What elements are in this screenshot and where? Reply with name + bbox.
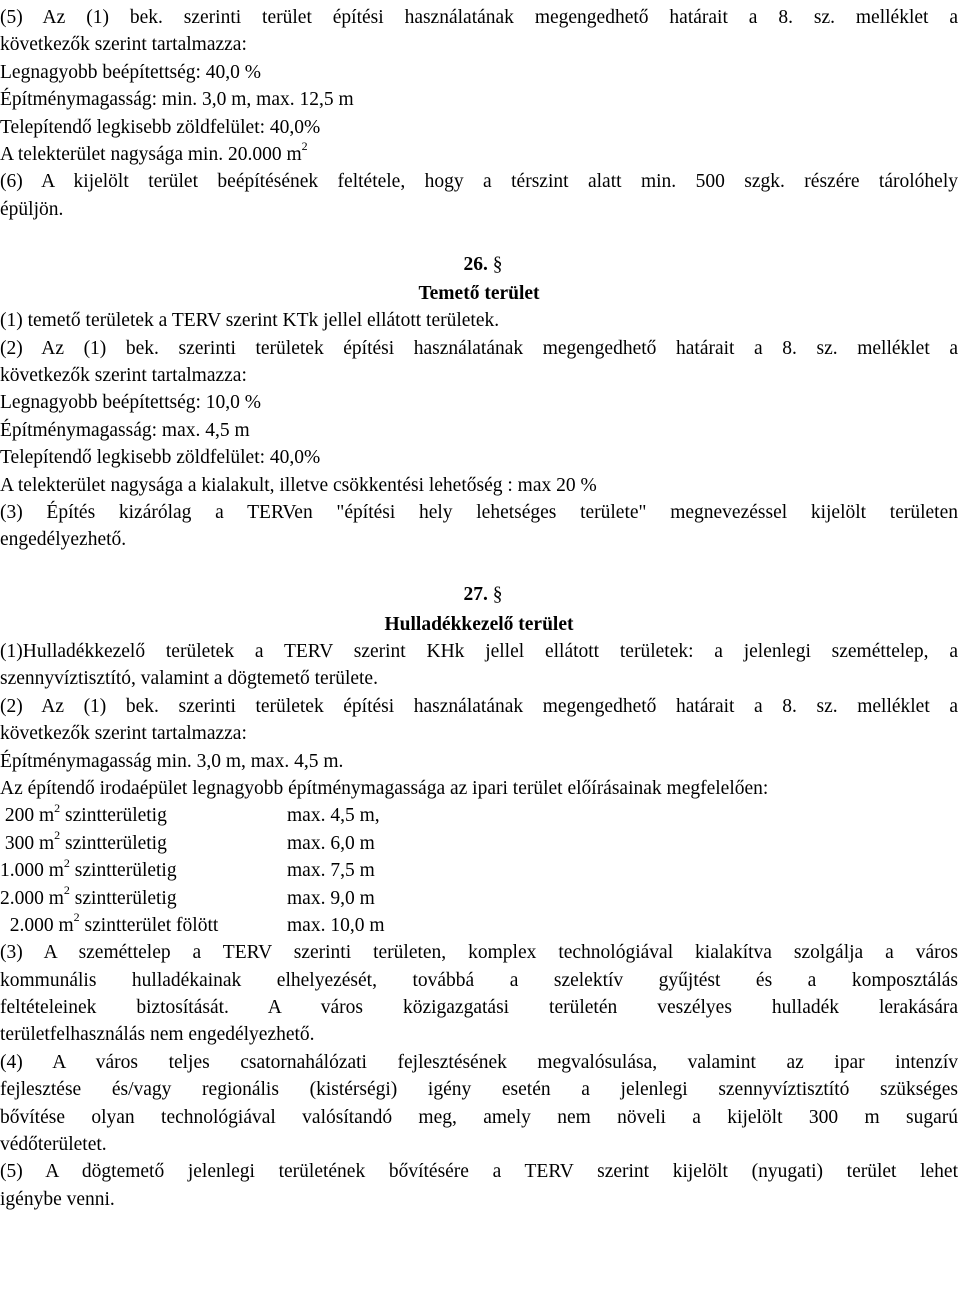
spacer: [0, 554, 958, 581]
max-coverage-line: Legnagyobb beépítettség: 40,0 %: [0, 61, 262, 83]
section-26-title: Temető terület: [418, 282, 540, 304]
plot-size-superscript: 2: [301, 139, 308, 154]
height-table-row: [0, 830, 958, 857]
green-area-line: Telepítendő legkisebb zöldfelület: 40,0%: [0, 116, 321, 138]
section-27-paragraph-5-line-1: (5) A dögtemető jelenlegi területének bővítésére a TERV szerint kijelölt (nyugati) terület lehet: [0, 1161, 958, 1183]
height-limit-cell: max. 4,5 m,: [287, 805, 380, 827]
section-27-title: Hulladékkezelő terület: [384, 613, 574, 635]
height-table-row: [0, 802, 958, 829]
floor-area-value: 1.000 m: [0, 860, 64, 882]
height-table-row: [0, 912, 958, 939]
floor-area-suffix: szintterületig: [60, 805, 167, 827]
floor-area-superscript: 2: [63, 855, 70, 870]
floor-area-cell: [0, 830, 167, 857]
paragraph-5-line-2: következők szerint tartalmazza:: [0, 34, 247, 56]
section-27: [0, 581, 958, 1213]
floor-area-superscript: 2: [54, 800, 61, 815]
section-27-paragraph-5-line-2: igénybe venni.: [0, 1188, 115, 1210]
plot-size-line: [0, 141, 958, 168]
floor-area-suffix: szintterületig: [69, 887, 177, 909]
floor-area-value: 2.000 m: [0, 887, 64, 909]
floor-area-cell: [0, 802, 167, 829]
paragraph-5-line-1: (5) Az (1) bek. szerinti terület építési használatának megengedhető határait a 8. sz. melléklet a: [0, 7, 958, 28]
floor-area-suffix: szintterületig: [69, 860, 177, 882]
section-27-office-height: Az építendő irodaépület legnagyobb építménymagassága az ipari terület előírásainak megfelelően:: [0, 777, 769, 799]
section-26-green-area: Telepítendő legkisebb zöldfelület: 40,0%: [0, 447, 321, 469]
section-26-paragraph-2-line-1: (2) Az (1) bek. szerinti területek építési használatának megengedhető határait a 8. sz. melléklet a: [0, 337, 958, 359]
floor-area-suffix: szintterület fölött: [79, 914, 219, 936]
floor-area-value: 300 m: [0, 832, 55, 854]
section-26-heading: [0, 251, 958, 278]
section-26-paragraph-3-line-1: (3) Építés kizárólag a TERVen "építési hely lehetséges területe" megnevezéssel kijelölt területen: [0, 502, 958, 524]
section-27-paragraph-4-line-1: (4) A város teljes csatornahálózati fejlesztésének megvalósulása, valamint az ipar intenzív: [0, 1051, 958, 1073]
paragraph-6-line-2: épüljön.: [0, 198, 64, 220]
plot-size-text: A telekterület nagysága min. 20.000 m: [0, 143, 302, 165]
section-26-plot-size: A telekterület nagysága a kialakult, illetve csökkentési lehetőség : max 20 %: [0, 474, 597, 496]
building-height-line: Építménymagasság: min. 3,0 m, max. 12,5 m: [0, 89, 354, 111]
floor-area-superscript: 2: [63, 883, 70, 897]
height-limit-cell: max. 10,0 m: [287, 914, 385, 936]
floor-area-superscript: 2: [54, 828, 61, 843]
section-27-number: 27.: [463, 584, 488, 606]
height-limit-cell: max. 7,5 m: [287, 860, 375, 882]
section-27-paragraph-4-line-4: védőterületet.: [0, 1134, 107, 1156]
floor-area-cell: [0, 912, 218, 939]
document-page: [0, 4, 958, 1213]
section-27-paragraph-3-line-3: feltételeinek biztosítását. A város közigazgatási területén veszélyes hulladék lerakására: [0, 997, 958, 1019]
section-27-heading: [0, 581, 958, 608]
paragraph-6-line-1: (6) A kijelölt terület beépítésének feltétele, hogy a térszint alatt min. 500 szgk. részére tárolóhely: [0, 171, 958, 193]
section-27-paragraph-2-line-2: következők szerint tartalmazza:: [0, 723, 247, 745]
section-27-paragraph-2-line-1: (2) Az (1) bek. szerinti területek építési használatának megengedhető határait a 8. sz. melléklet a: [0, 695, 958, 717]
section-26-paragraph-3-line-2: engedélyezhető.: [0, 529, 127, 551]
section-27-paragraph-3-line-4: területfelhasználás nem engedélyezhető.: [0, 1024, 315, 1046]
section-27-paragraph-1-line-2: szennyvíztisztító, valamint a dögtemető területe.: [0, 668, 378, 690]
section-26-paragraph-2-line-2: következők szerint tartalmazza:: [0, 365, 247, 387]
floor-area-value: 2.000 m: [0, 914, 74, 936]
height-table-row: [0, 885, 958, 912]
section-top: [0, 4, 958, 223]
section-26: [0, 251, 958, 554]
section-26-paragraph-1: (1) temető területek a TERV szerint KTk jellel ellátott területek.: [0, 310, 500, 332]
section-26-building-height: Építménymagasság: max. 4,5 m: [0, 419, 250, 441]
section-26-max-coverage: Legnagyobb beépítettség: 10,0 %: [0, 392, 262, 414]
floor-area-superscript: 2: [73, 910, 80, 925]
section-27-paragraph-4-line-2: fejlesztése és/vagy regionális (kistérségi) igény esetén a jelenlegi szennyvíztisztító szükséges: [0, 1079, 958, 1101]
height-table-row: [0, 857, 958, 884]
section-27-paragraph-1-line-1: (1)Hulladékkezelő területek a TERV szerint KHk jellel ellátott területek: a jelenlegi szeméttelep, a: [0, 640, 958, 662]
spacer: [0, 223, 958, 250]
section-27-paragraph-3-line-1: (3) A szeméttelep a TERV szerinti területen, komplex technológiával kialakítva szolgálja a város: [0, 942, 958, 964]
section-27-building-height: Építménymagasság min. 3,0 m, max. 4,5 m.: [0, 750, 344, 772]
floor-area-cell: [0, 885, 177, 912]
section-26-number: 26.: [463, 253, 488, 275]
height-table: [0, 802, 958, 939]
floor-area-cell: [0, 857, 177, 884]
height-limit-cell: max. 6,0 m: [287, 832, 375, 854]
section-27-symbol: §: [492, 584, 503, 606]
section-26-symbol: §: [492, 253, 503, 275]
floor-area-value: 200 m: [0, 805, 55, 827]
floor-area-suffix: szintterületig: [60, 832, 167, 854]
height-limit-cell: max. 9,0 m: [287, 887, 375, 909]
section-27-paragraph-3-line-2: kommunális hulladékainak elhelyezését, továbbá a szelektív gyűjtést és a komposztálás: [0, 969, 958, 991]
section-27-paragraph-4-line-3: bővítése olyan technológiával valósítandó meg, amely nem növeli a kijelölt 300 m sugarú: [0, 1106, 958, 1128]
